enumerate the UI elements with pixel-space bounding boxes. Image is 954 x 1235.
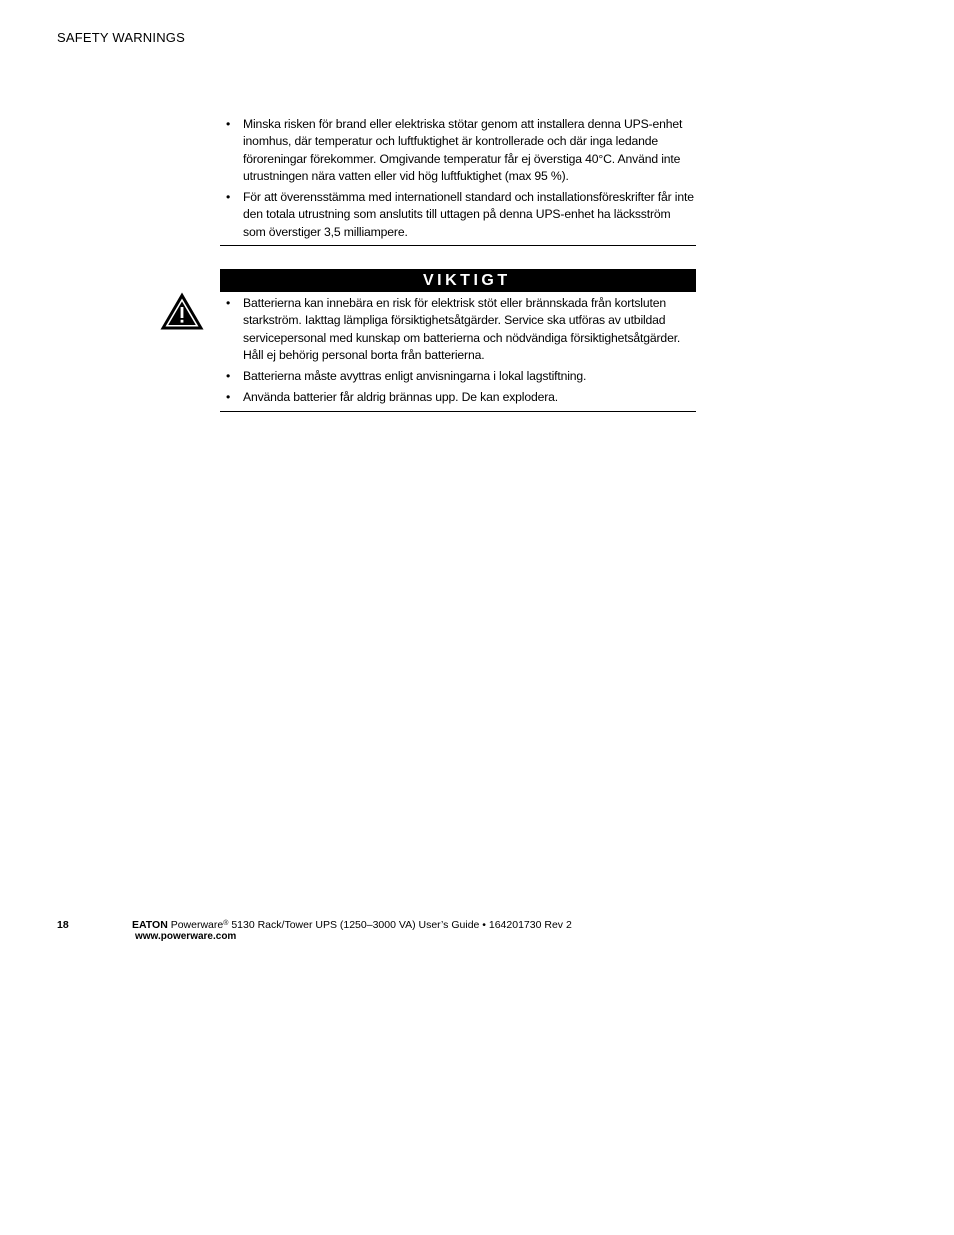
warning-title: VIKTIGT <box>220 269 696 292</box>
safety-notes-list <box>220 116 696 241</box>
bullet-icon: • <box>226 369 231 384</box>
warning-triangle-icon <box>159 291 205 331</box>
list-item <box>220 368 696 385</box>
bullet-icon: • <box>226 296 231 310</box>
page-number: 18 <box>57 919 69 931</box>
warning-list <box>220 295 696 407</box>
safety-notes-block <box>220 116 696 246</box>
list-item-text: Minska risken för brand eller elektriska stötar genom att installera denna UPS-enhet inomhus, där temperatur och luftfuktighet är kontrollerade och där inga ledande föroreningar förekommer. Omgivande temperatur får ej överstiga 40°C. Använd inte utrustningen nära vatten eller vid hög luftfuktighet (max 95 %). <box>243 117 683 183</box>
registered-mark: ® <box>223 920 229 927</box>
list-item-text: Batterierna måste avyttras enligt anvisningarna i lokal lagstiftning. <box>243 369 587 384</box>
warning-block <box>220 269 696 412</box>
bullet-icon: • <box>226 390 231 405</box>
list-item <box>220 189 696 241</box>
section-header: SAFETY WARNINGS <box>57 30 185 45</box>
divider <box>220 411 696 412</box>
list-item <box>220 389 696 406</box>
divider <box>220 245 696 246</box>
footer-title <box>132 919 572 931</box>
footer-product: Powerware <box>170 919 224 931</box>
list-item-text: För att överensstämma med internationell standard och installationsföreskrifter får inte den totala utrustning som anslutits till uttagen på denna UPS-enhet ha läcksström som överstiger 3,5 milliampere. <box>243 190 694 239</box>
list-item-text: Använda batterier får aldrig brännas upp. De kan explodera. <box>243 390 558 405</box>
list-item-text: Batterierna kan innebära en risk för elektrisk stöt eller brännskada från kortsluten starkström. Iakttag lämpliga försiktighetsåtgärder. Service ska utföras av utbildad servicepersonal med kunskap om batterierna och nödvändiga försiktighetsåtgärder. Håll ej behörig personal borta från batterierna. <box>243 296 681 362</box>
list-item <box>220 116 696 185</box>
footer-url: www.powerware.com <box>135 931 237 942</box>
bullet-icon: • <box>226 117 231 131</box>
footer-brand: EATON <box>132 919 168 931</box>
bullet-icon: • <box>226 190 231 205</box>
list-item <box>220 295 696 364</box>
footer-description: 5130 Rack/Tower UPS (1250–3000 VA) User’s Guide • 164201730 Rev 2 <box>228 919 572 931</box>
